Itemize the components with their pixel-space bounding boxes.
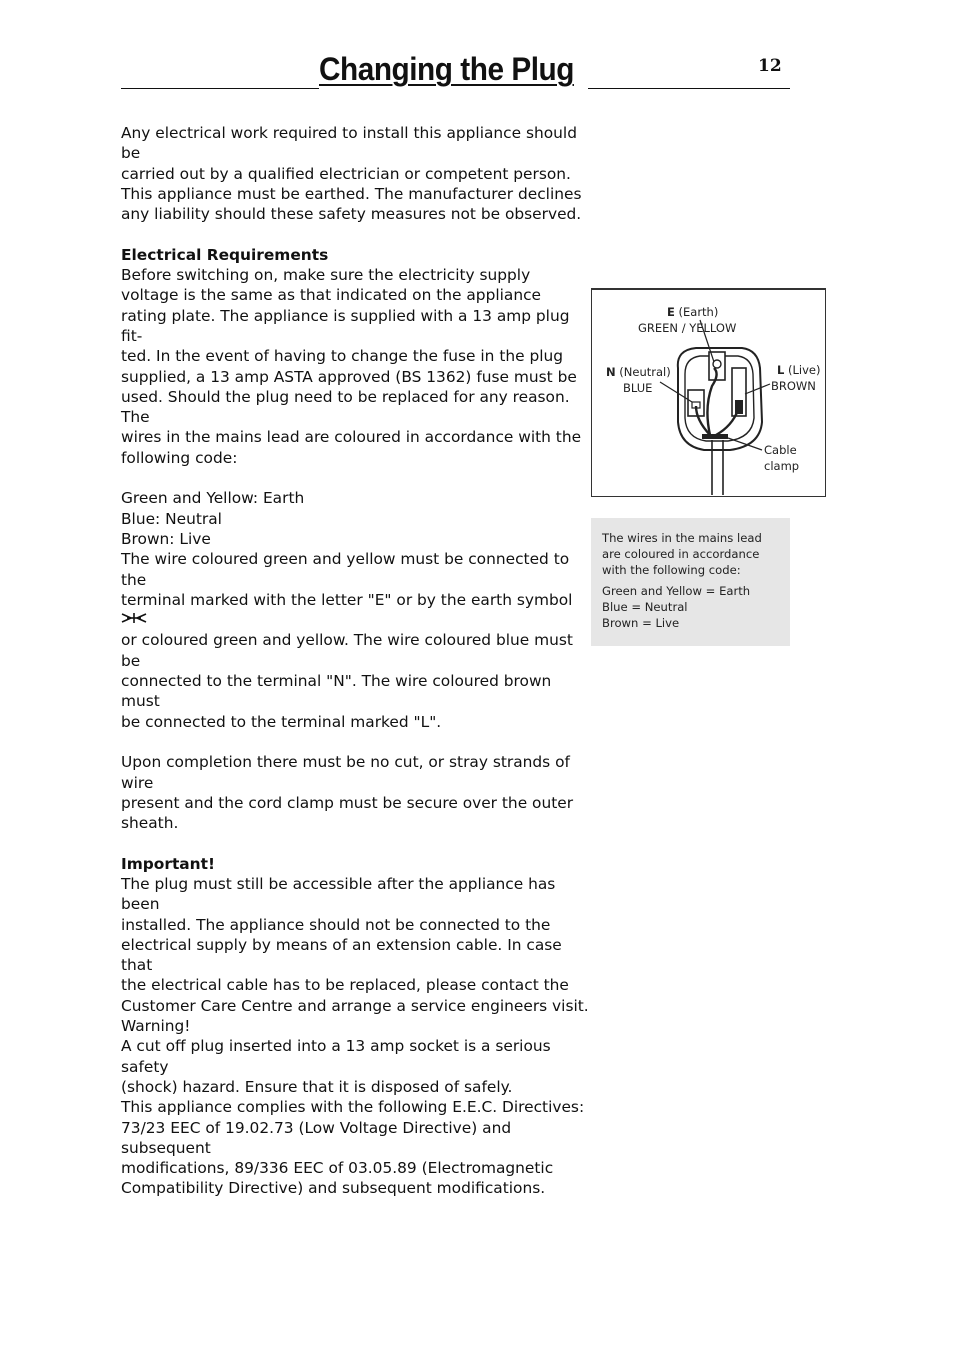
header-rule-left: [121, 88, 319, 89]
important-line: The plug must still be accessible after the appliance has been: [121, 874, 556, 914]
important-heading: Important!: [121, 854, 216, 873]
completion-line: present and the cord clamp must be secure over the outer: [121, 793, 574, 812]
electrical-line: supplied, a 13 amp ASTA approved (BS 1362) fuse must be: [121, 367, 577, 386]
connect-line: or coloured green and yellow. The wire coloured blue must be: [121, 631, 573, 670]
intro-line: carried out by a qualified electrician or competent person.: [121, 164, 571, 183]
neutral-paren: (Neutral): [619, 365, 671, 379]
important-line: installed. The appliance should not be connected to the: [121, 915, 551, 934]
earth-paren: (Earth): [678, 305, 719, 319]
completion-line: Upon completion there must be no cut, or stray strands of wire: [121, 753, 570, 792]
important-line: Compatibility Directive) and subsequent modifications.: [121, 1179, 546, 1198]
paragraph-gap: [121, 224, 593, 244]
connect-line-text: terminal marked with the letter "E" or by the earth symbol: [121, 590, 573, 609]
neutral-label: [606, 365, 671, 379]
code-line: Blue: Neutral: [121, 509, 222, 528]
neutral-letter: N: [606, 365, 616, 379]
main-text-column: [121, 123, 593, 1199]
important-line: A cut off plug inserted into a 13 amp socket is a serious safety: [121, 1037, 551, 1076]
electrical-line: wires in the mains lead are coloured in accordance with the: [121, 428, 582, 447]
important-line: Customer Care Centre and arrange a service engineers visit.: [121, 996, 589, 1015]
earth-letter: E: [667, 305, 675, 319]
neutral-color-label: BLUE: [623, 381, 653, 395]
header-rule-right: [588, 88, 790, 89]
paragraph-gap: [121, 468, 593, 488]
electrical-line: ted. In the event of having to change the fuse in the plug: [121, 347, 564, 366]
important-line: modifications, 89/336 EEC of 03.05.89 (Electromagnetic: [121, 1159, 554, 1178]
live-paren: (Live): [787, 363, 821, 377]
electrical-line: Before switching on, make sure the electricity supply: [121, 266, 531, 285]
electrical-line: voltage is the same as that indicated on the appliance: [121, 286, 542, 305]
important-line: 73/23 EEC of 19.02.73 (Low Voltage Directive) and subsequent: [121, 1118, 512, 1157]
important-line: (shock) hazard. Ensure that it is disposed of safely.: [121, 1077, 513, 1096]
intro-line: Any electrical work required to install this appliance should be: [121, 124, 577, 163]
wire-code-caption: [591, 518, 790, 646]
live-label: [777, 363, 820, 377]
paragraph-gap: [121, 833, 593, 853]
earth-symbol-icon: [121, 612, 147, 624]
completion-line: sheath.: [121, 814, 179, 833]
earth-label: [667, 305, 718, 319]
important-line: This appliance complies with the following E.E.C. Directives:: [121, 1098, 585, 1117]
cable-clamp-label-2: clamp: [764, 459, 800, 473]
code-line: Brown: Live: [121, 529, 211, 548]
cable-clamp-label-1: Cable: [764, 443, 797, 457]
important-line: the electrical cable has to be replaced, please contact the: [121, 976, 569, 995]
earth-color-label: GREEN / YELLOW: [638, 321, 737, 335]
connect-line: be connected to the terminal marked "L".: [121, 712, 442, 731]
warning-label: Warning!: [121, 1017, 191, 1036]
connect-line: The wire coloured green and yellow must be connected to the: [121, 550, 570, 589]
live-color-label: BROWN: [771, 379, 816, 393]
electrical-line: following code:: [121, 448, 238, 467]
caption-line: The wires in the mains lead: [602, 531, 762, 545]
plug-wiring-diagram: [591, 288, 826, 497]
intro-line: This appliance must be earthed. The manufacturer declines: [121, 184, 582, 203]
code-line: Green and Yellow: Earth: [121, 489, 305, 508]
caption-line: with the following code:: [602, 562, 741, 577]
electrical-line: rating plate. The appliance is supplied with a 13 amp plug fit-: [121, 306, 570, 345]
page-number: 12: [758, 56, 782, 76]
connect-line-with-symbol: [121, 590, 593, 631]
caption-code-line: Brown = Live: [602, 615, 680, 630]
caption-code-line: Blue = Neutral: [602, 600, 688, 615]
connect-line: connected to the terminal "N". The wire coloured brown must: [121, 672, 552, 711]
intro-line: any liability should these safety measures not be observed.: [121, 205, 582, 224]
electrical-heading: Electrical Requirements: [121, 245, 329, 264]
caption-code-line: Green and Yellow = Earth: [602, 584, 751, 599]
electrical-line: used. Should the plug need to be replaced for any reason. The: [121, 387, 570, 427]
live-letter: L: [777, 363, 785, 377]
page-title: Changing the Plug: [319, 51, 574, 87]
caption-line: are coloured in accordance: [602, 546, 760, 561]
paragraph-gap: [121, 732, 593, 752]
important-line: electrical supply by means of an extension cable. In case that: [121, 935, 562, 975]
